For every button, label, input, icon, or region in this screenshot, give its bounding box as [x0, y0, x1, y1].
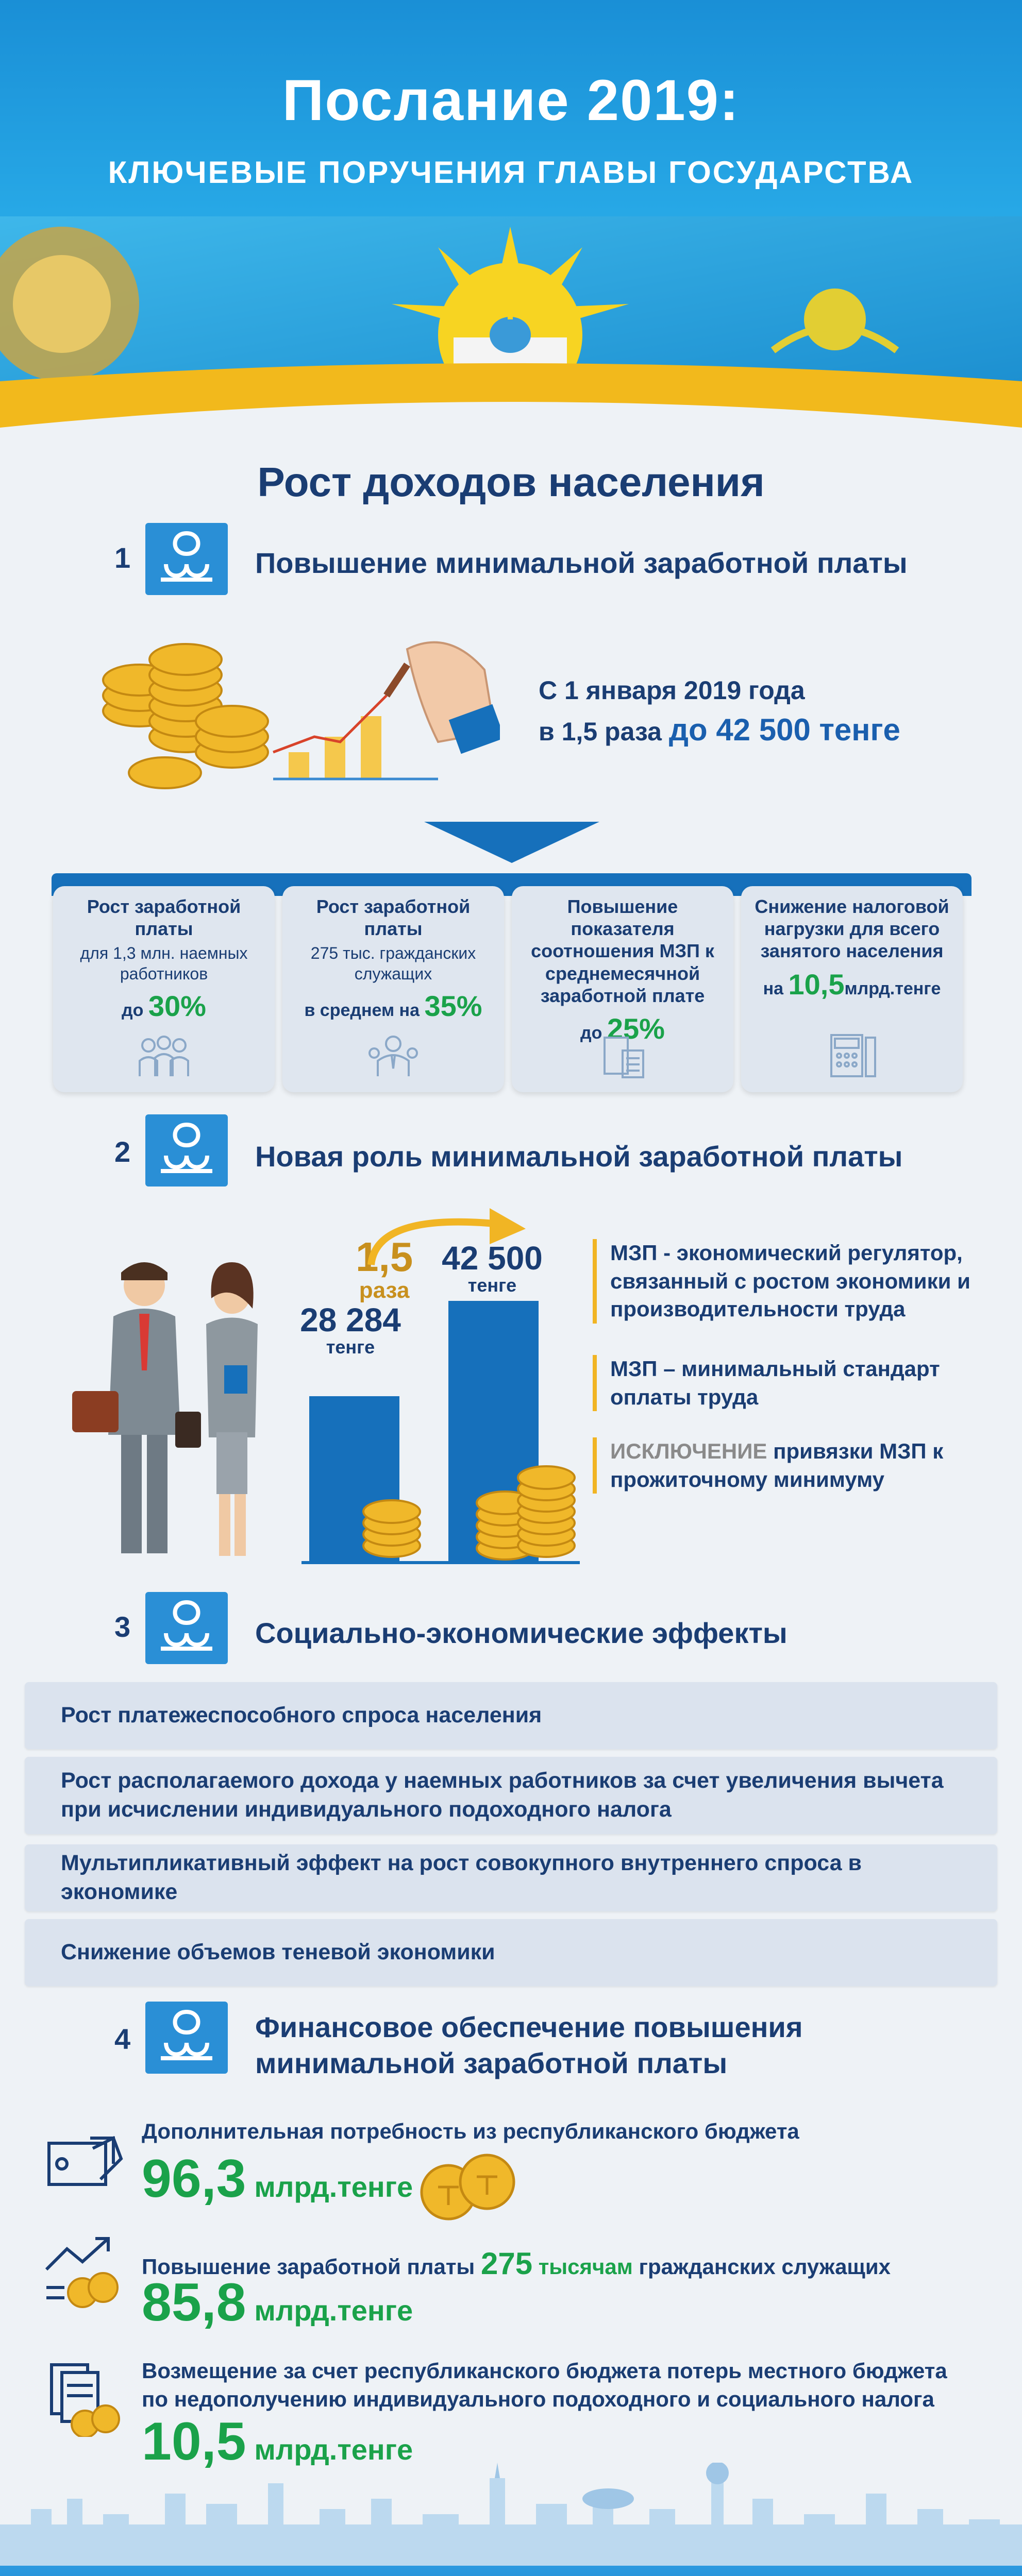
growth-coins-icon	[41, 2233, 129, 2311]
wallet-hand-icon	[41, 2128, 129, 2205]
fin-item-2-desc-b: гражданских служащих	[632, 2255, 891, 2279]
section-number-1: 1	[114, 541, 131, 574]
section-4-title-line2: минимальной заработной платы	[255, 2047, 728, 2079]
effect-item: Снижение объемов теневой экономики	[25, 1919, 997, 1986]
ornament-icon	[145, 1592, 228, 1664]
s1-statement	[539, 672, 900, 752]
fin-item-3-amount: 10,5	[142, 2412, 246, 2471]
card-subtitle: 275 тыс. гражданских служащих	[310, 944, 476, 984]
fin-item-2-desc-a: Повышение заработной платы	[142, 2255, 481, 2279]
business-people-illustration	[67, 1257, 283, 1566]
s1-increase-ratio: в 1,5 раза	[539, 717, 662, 746]
bar-2-value: 42 500	[442, 1240, 543, 1277]
card-mzp-ratio	[512, 886, 733, 1092]
coins-stack-icon	[356, 1443, 613, 1566]
card-title: Рост заработной платы	[87, 896, 241, 940]
bullet-standard: МЗП – минимальный стандарт оплаты труда	[593, 1355, 995, 1411]
bar-2-unit: тенге	[467, 1275, 517, 1296]
card-value	[61, 989, 266, 1023]
card-wage-growth-officials	[282, 886, 504, 1092]
calculator-docs-icon	[594, 1032, 651, 1079]
bar-1-value: 28 284	[300, 1301, 401, 1338]
card-tax-reduction	[741, 886, 963, 1092]
page-subtitle: КЛЮЧЕВЫЕ ПОРУЧЕНИЯ ГЛАВЫ ГОСУДАРСТВА	[108, 155, 914, 190]
footer	[0, 2566, 1022, 2576]
ornament-icon	[145, 2002, 228, 2074]
section-number-2: 2	[114, 1136, 131, 1168]
card-title: Снижение налоговой нагрузки для всего занятого населения	[755, 896, 949, 962]
bullet-exclusion-text: привязки МЗП к прожиточному минимуму	[610, 1439, 944, 1492]
card-value	[291, 989, 496, 1023]
card-value-number: 30%	[148, 990, 206, 1023]
s1-increase-value: до 42 500 тенге	[668, 713, 900, 747]
fin-item-1-desc: Дополнительная потребность из республиканского бюджета	[142, 2119, 799, 2143]
coins-growth-illustration	[98, 618, 500, 804]
bullet-exclusion-keyword: ИСКЛЮЧЕНИЕ	[610, 1439, 767, 1463]
bar-1-unit: тенге	[326, 1336, 375, 1358]
card-value-prefix: до	[580, 1023, 602, 1043]
fin-item-1-unit: млрд.тенге	[254, 2171, 413, 2203]
section-4-title-line1: Финансовое обеспечение повышения	[255, 2011, 803, 2043]
card-wage-growth-workers	[53, 886, 275, 1092]
card-value-unit: млрд.тенге	[844, 978, 941, 998]
section-1-title: Повышение минимальной заработной платы	[255, 547, 908, 579]
fin-item-2-desc-num: 275	[480, 2246, 533, 2281]
fin-item-2-amount: 85,8	[142, 2273, 246, 2332]
s1-date: С 1 января 2019 года	[539, 676, 805, 705]
multiplier-value: 1,5	[356, 1234, 413, 1280]
fin-item-3-desc: Возмещение за счет республиканского бюджета потерь местного бюджета по недополучению индивидуального подоходного и социального налога	[142, 2359, 947, 2411]
section-2-title: Новая роль минимальной заработной платы	[255, 1140, 903, 1173]
arrow-down-icon	[424, 822, 599, 863]
fin-item-1-value	[142, 2148, 413, 2210]
card-value-prefix: в среднем на	[304, 1001, 420, 1021]
ornament-icon	[145, 1114, 228, 1187]
card-value-number: 10,5	[788, 968, 845, 1001]
section-number-3: 3	[114, 1611, 131, 1643]
coins-icon	[412, 2151, 526, 2223]
bullet-regulator: МЗП - экономический регулятор, связанный с ростом экономики и производительности труда	[593, 1239, 995, 1324]
section-number-4: 4	[114, 2023, 131, 2055]
effect-item: Рост платежеспособного спроса населения	[25, 1682, 997, 1749]
effect-item: Мультипликативный эффект на рост совокупного внутреннего спроса в экономике	[25, 1844, 997, 1911]
card-value-prefix: до	[122, 1001, 144, 1021]
s1-increase	[539, 708, 900, 752]
city-skyline	[0, 2463, 1022, 2566]
fin-item-3-unit: млрд.тенге	[254, 2433, 413, 2466]
card-value-number: 35%	[424, 990, 482, 1023]
header-banner	[0, 0, 1022, 474]
bar-2-label	[441, 1242, 544, 1296]
section-main-title: Рост доходов населения	[257, 459, 765, 505]
calculator-icon	[824, 1032, 880, 1079]
fin-item-1-amount: 96,3	[142, 2149, 246, 2209]
page-title: Послание 2019:	[282, 68, 740, 132]
bars-baseline	[301, 1561, 580, 1564]
bullet-exclusion	[593, 1437, 995, 1494]
officials-icon	[365, 1032, 422, 1079]
ornament-icon	[145, 523, 228, 595]
card-subtitle: для 1,3 млн. наемных работников	[80, 944, 248, 984]
workers-icon	[136, 1032, 192, 1079]
section-3-title: Социально-экономические эффекты	[255, 1617, 788, 1649]
section-4-title	[255, 2009, 803, 2081]
card-value-number: 25%	[607, 1012, 665, 1045]
fin-item-2-unit: млрд.тенге	[254, 2294, 413, 2327]
card-value	[749, 968, 954, 1001]
card-title: Рост заработной платы	[316, 896, 471, 940]
header-wave	[0, 361, 1022, 474]
effect-item: Рост располагаемого дохода у наемных работников за счет увеличения вычета при исчислении индивидуального подоходного налога	[25, 1757, 997, 1834]
multiplier-unit: раза	[359, 1278, 410, 1303]
card-title: Повышение показателя соотношения МЗП к среднемесячной заработной плате	[531, 896, 714, 1006]
bar-1-label	[299, 1303, 402, 1358]
fin-item-2-value	[142, 2272, 413, 2333]
card-value-prefix: на	[763, 978, 784, 998]
fin-item-2-desc-mid: тысячам	[532, 2255, 633, 2279]
documents-coins-icon	[41, 2360, 129, 2437]
